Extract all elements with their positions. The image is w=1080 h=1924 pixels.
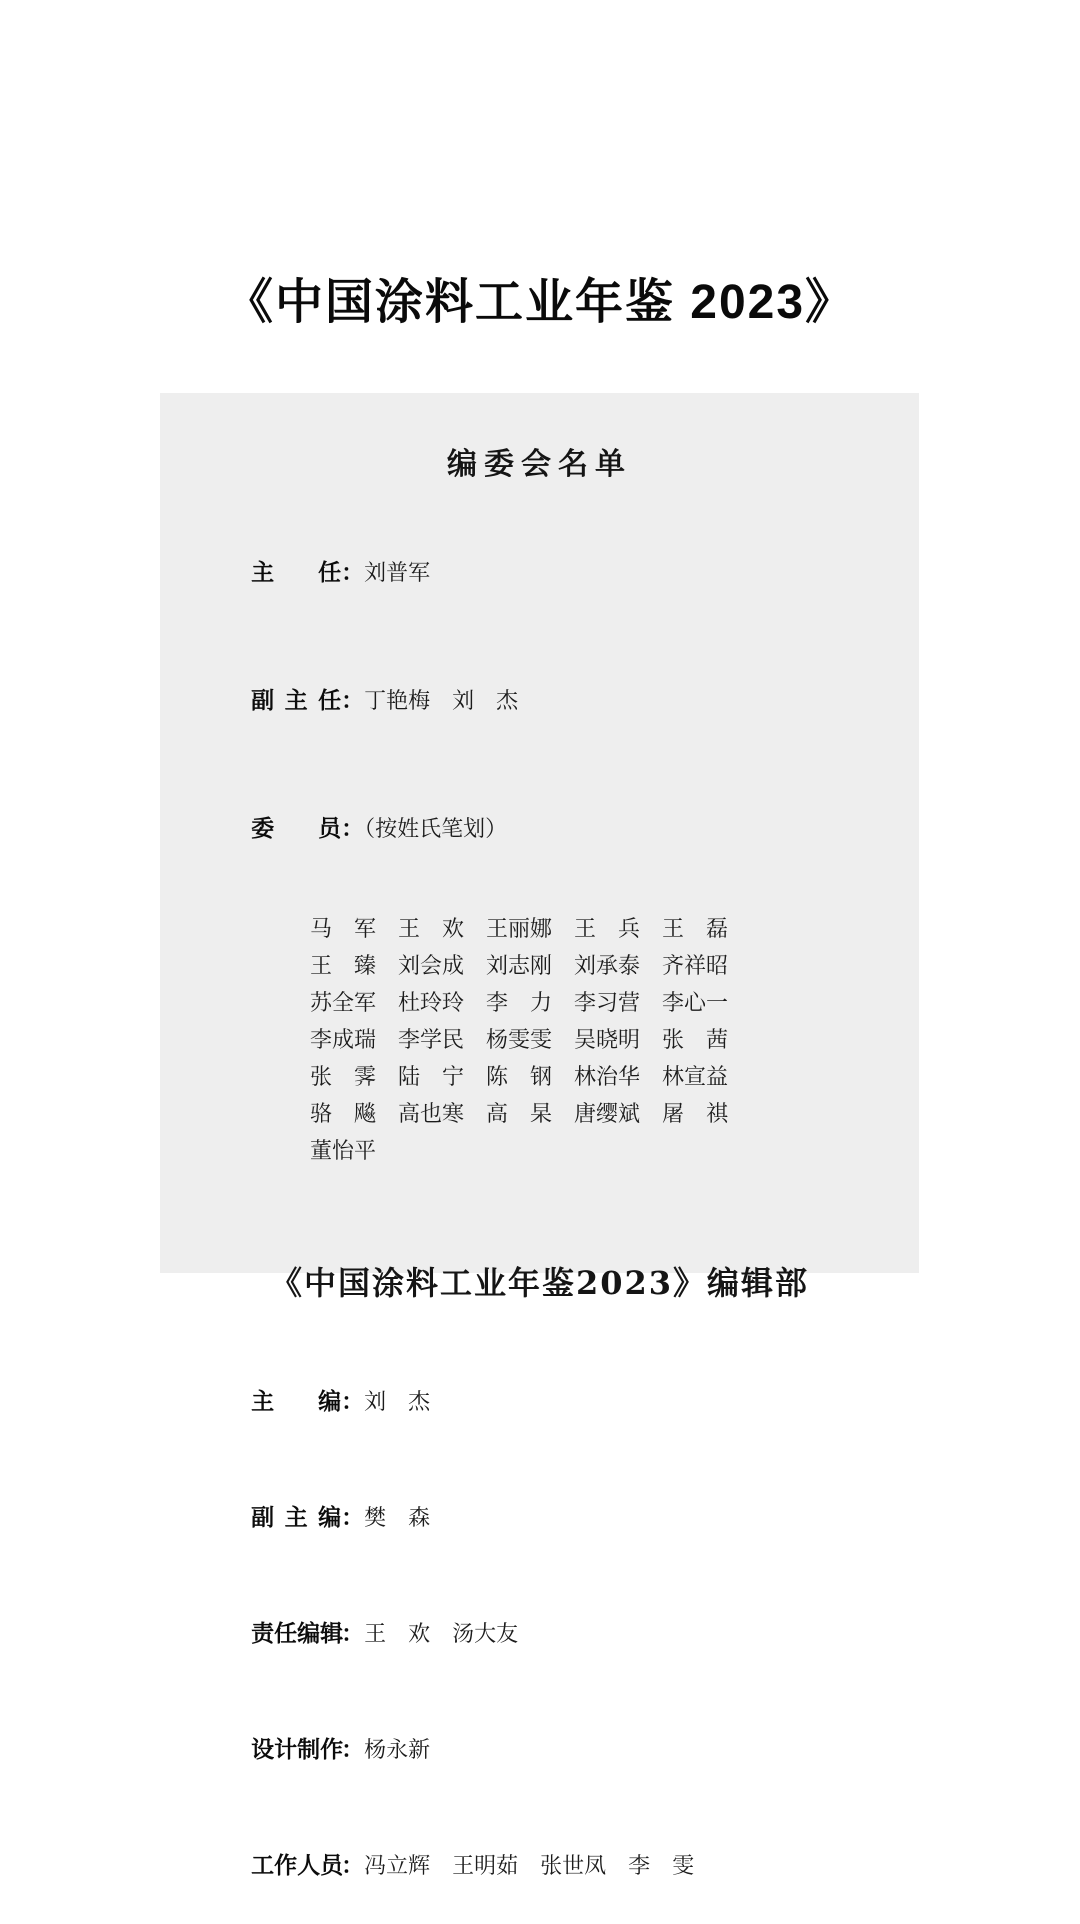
member-name: 高也寒: [398, 1102, 465, 1127]
credit-value-chief-editor: 刘 杰: [364, 1390, 431, 1415]
credit-row-chief-editor: [160, 1344, 919, 1460]
member-name: 张 茜: [662, 1028, 729, 1053]
role-colon: ：: [341, 1852, 365, 1878]
member-name: 唐缨斌: [574, 1102, 641, 1127]
member-name: 董怡平: [310, 1139, 377, 1164]
member-name: 苏全军: [310, 991, 377, 1016]
member-name: 陆 宁: [398, 1065, 465, 1090]
member-name: 李学民: [398, 1028, 465, 1053]
member-name: 马 军: [310, 917, 377, 942]
credit-label-chief-editor: 主编: [251, 1388, 342, 1414]
role-value-deputy-director: 丁艳梅 刘 杰: [364, 689, 519, 714]
member-name: 王 磊: [662, 917, 729, 942]
editorial-board-panel: [160, 393, 919, 1879]
role-row-members: [160, 765, 919, 893]
member-name: 李心一: [662, 991, 729, 1016]
member-name: 王 兵: [574, 917, 641, 942]
member-name: 李成瑞: [310, 1028, 377, 1053]
member-name: 张 霁: [310, 1065, 377, 1090]
member-name: 王 欢: [398, 917, 465, 942]
credit-row-responsible-editors: [160, 1576, 919, 1692]
role-label-deputy-director: 副主任: [251, 687, 342, 713]
credit-label-deputy-editor: 副主编: [251, 1504, 342, 1530]
member-name: 林宣益: [662, 1065, 729, 1090]
committee-heading: 编委会名单: [447, 447, 632, 482]
credit-label-staff: 工作人员: [251, 1852, 344, 1878]
role-colon: ：: [341, 1736, 365, 1762]
role-value-members-note: （按姓氏笔划）: [364, 817, 508, 842]
member-name: 齐祥昭: [662, 954, 729, 979]
editorial-credits: [160, 1344, 919, 1924]
credit-label-responsible-editors: 责任编辑: [251, 1620, 344, 1646]
role-label-members: 委员: [251, 815, 342, 841]
member-name: 杜玲玲: [398, 991, 465, 1016]
member-name: 李 力: [486, 991, 553, 1016]
page-title: 《中国涂料工业年鉴 2023》: [224, 276, 856, 329]
role-colon: ：: [341, 1620, 365, 1646]
member-name: 吴晓明: [574, 1028, 641, 1053]
members-grid: [310, 911, 919, 1170]
member-name: 王 臻: [310, 954, 377, 979]
member-name: 林治华: [574, 1065, 641, 1090]
role-colon: ：: [341, 559, 365, 585]
member-name: 骆 飚: [310, 1102, 377, 1127]
editorial-dept-heading: 《中国涂料工业年鉴2023》编辑部: [269, 1264, 810, 1302]
role-label-director: 主任: [251, 559, 342, 585]
member-name: 刘承泰: [574, 954, 641, 979]
credit-label-design-production: 设计制作: [251, 1736, 344, 1762]
member-name: 高 杲: [486, 1102, 553, 1127]
committee-roles: [160, 509, 919, 893]
role-colon: ：: [341, 1504, 365, 1530]
member-name: 王丽娜: [486, 917, 553, 942]
role-row-deputy-director: [160, 637, 919, 765]
credit-value-design-production: 杨永新: [364, 1738, 431, 1763]
credit-row-design-production: [160, 1692, 919, 1808]
role-colon: ：: [341, 687, 365, 713]
member-name: 刘志刚: [486, 954, 553, 979]
credit-value-deputy-editor: 樊 森: [364, 1506, 431, 1531]
member-name: 陈 钢: [486, 1065, 553, 1090]
role-value-director: 刘普军: [364, 561, 431, 586]
member-name: 杨雯雯: [486, 1028, 553, 1053]
role-colon: ：: [341, 1388, 365, 1414]
credit-row-deputy-editor: [160, 1460, 919, 1576]
credit-value-staff: 冯立辉 王明茹 张世凤 李 雯: [364, 1854, 695, 1879]
member-name: 李习营: [574, 991, 641, 1016]
credit-row-staff: [160, 1808, 919, 1924]
member-name: 刘会成: [398, 954, 465, 979]
member-name: 屠 祺: [662, 1102, 729, 1127]
role-colon: ：: [341, 815, 365, 841]
role-row-director: [160, 509, 919, 637]
credit-value-responsible-editors: 王 欢 汤大友: [364, 1622, 519, 1647]
